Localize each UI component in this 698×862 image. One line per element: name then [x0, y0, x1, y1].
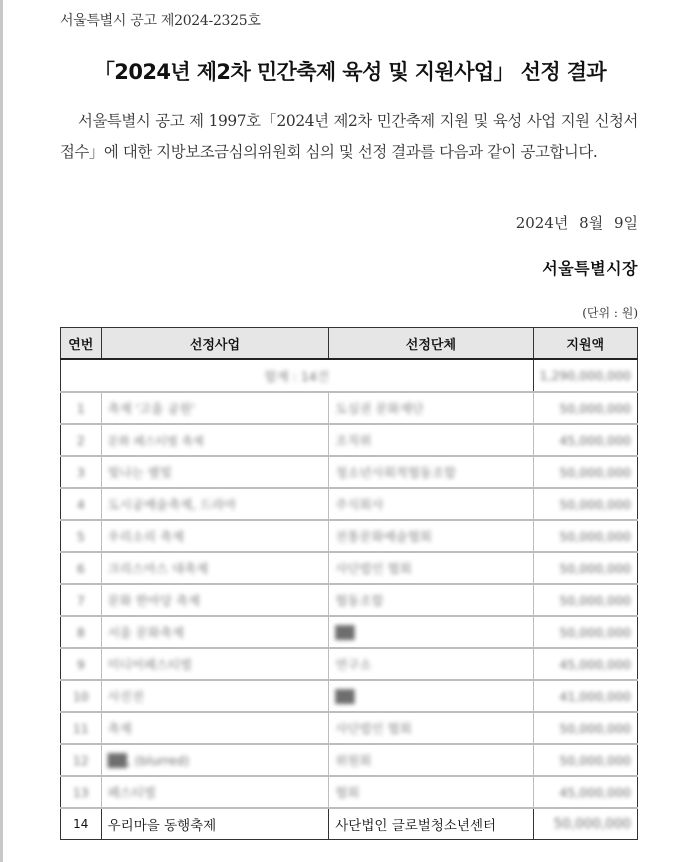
cell-amount: 50,000,000 [559, 592, 631, 608]
table-row [61, 680, 638, 712]
cell-no: 3 [76, 464, 85, 480]
cell-org: 전통문화예술협회 [335, 529, 432, 544]
table-row [61, 520, 638, 552]
notice-date: 2024년 8월 9일 [515, 214, 638, 232]
unit-label: (단위 : 원) [582, 306, 638, 320]
cell-amount: 41,000,000 [559, 688, 631, 704]
table-row [61, 584, 638, 616]
cell-project: 축제 '고을 공원' [107, 401, 195, 416]
cell-org: 사단법인 협회 [335, 721, 412, 736]
table-row [61, 776, 638, 808]
table-row [61, 424, 638, 456]
cell-org: 조직위 [335, 433, 372, 448]
cell-amount: 50,000,000 [559, 720, 631, 736]
table-row [61, 808, 638, 840]
cell-amount: 50,000,000 [559, 560, 631, 576]
table-row [61, 712, 638, 744]
cell-org: 협동조합 [335, 593, 384, 608]
cell-project: 크리스마스 대축제 [107, 561, 209, 576]
header-project: 선정사업 [101, 328, 329, 360]
cell-amount: 50,000,000 [559, 752, 631, 768]
cell-no: 9 [76, 656, 85, 672]
body-paragraph [60, 106, 638, 168]
cell-org: 연구소 [335, 657, 372, 672]
cell-project: 우리소리 축제 [107, 529, 185, 544]
cell-project: 사진전 [107, 689, 144, 704]
cell-amount: 45,000,000 [559, 432, 631, 448]
table-row [61, 392, 638, 424]
cell-no: 14 [73, 817, 89, 831]
cell-no: 13 [72, 784, 89, 800]
cell-org: 사단법인 글로벌청소년센터 [335, 818, 497, 834]
cell-org: 주식회사 [335, 497, 384, 512]
cell-project: 문화 페스티벌 축제 [107, 433, 204, 448]
total-label: 합계 : 14건 [264, 368, 329, 384]
cell-org: ██ [335, 688, 355, 704]
cell-amount: 45,000,000 [559, 656, 631, 672]
cell-project: 도시공예술축제, 드라마 [107, 497, 237, 512]
cell-amount: 45,000,000 [559, 784, 631, 800]
cell-project: ██, (blurred) [107, 752, 190, 768]
header-no: 연번 [61, 328, 102, 360]
results-table [60, 327, 638, 840]
signer: 서울특별시장 [542, 259, 638, 278]
notice-number: 서울특별시 공고 제2024-2325호 [60, 13, 261, 29]
table-row [61, 488, 638, 520]
cell-org: 협회 [335, 785, 360, 800]
cell-project: 빛나는 별빛 [107, 465, 172, 480]
cell-amount: 50,000,000 [559, 464, 631, 480]
cell-no: 8 [76, 624, 85, 640]
cell-amount: 50,000,000 [553, 816, 631, 832]
table-row [61, 552, 638, 584]
cell-no: 1 [76, 400, 85, 416]
cell-no: 4 [76, 496, 85, 512]
cell-amount: 50,000,000 [559, 528, 631, 544]
cell-no: 5 [76, 528, 85, 544]
document-title: 「2024년 제2차 민간축제 육성 및 지원사업」 선정 결과 [93, 60, 607, 84]
cell-project: 페스티벌 [107, 785, 156, 800]
cell-org: 사단법인 협회 [335, 561, 412, 576]
table-row [61, 648, 638, 680]
cell-project: 우리마을 동행축제 [107, 818, 217, 834]
cell-org: 위원회 [335, 753, 372, 768]
cell-amount: 50,000,000 [559, 624, 631, 640]
cell-project: 축제 [107, 721, 132, 736]
cell-no: 2 [76, 432, 85, 448]
header-amount: 지원액 [533, 328, 637, 360]
cell-project: 문화 한마당 축제 [107, 593, 201, 608]
cell-amount: 50,000,000 [559, 496, 631, 512]
cell-no: 11 [72, 720, 89, 736]
cell-org: ██ [335, 624, 355, 640]
table-header-row [61, 328, 638, 360]
header-org: 선정단체 [329, 328, 533, 360]
cell-no: 6 [76, 560, 85, 576]
cell-no: 12 [72, 752, 89, 768]
cell-project: 서울 문화축제 [107, 625, 185, 640]
table-row [61, 744, 638, 776]
total-row [61, 359, 638, 392]
table-row [61, 616, 638, 648]
cell-project: 미디어페스티벌 [107, 657, 193, 672]
cell-org: 도심권 문화재단 [335, 401, 424, 416]
body-text: 서울특별시 공고 제 1997호「2024년 제2차 민간축제 지원 및 육성 사업 지원 신청서 접수」에 대한 지방보조금심의위원회 심의 및 선정 결과를 다음과 같이 공고합니다. [60, 112, 638, 161]
cell-no: 7 [76, 592, 85, 608]
cell-no: 10 [72, 688, 89, 704]
table-row [61, 456, 638, 488]
total-amount: 1,290,000,000 [539, 368, 631, 383]
page-edge [0, 0, 3, 862]
cell-org: 청소년사회적협동조합 [335, 465, 457, 480]
cell-amount: 50,000,000 [559, 400, 631, 416]
